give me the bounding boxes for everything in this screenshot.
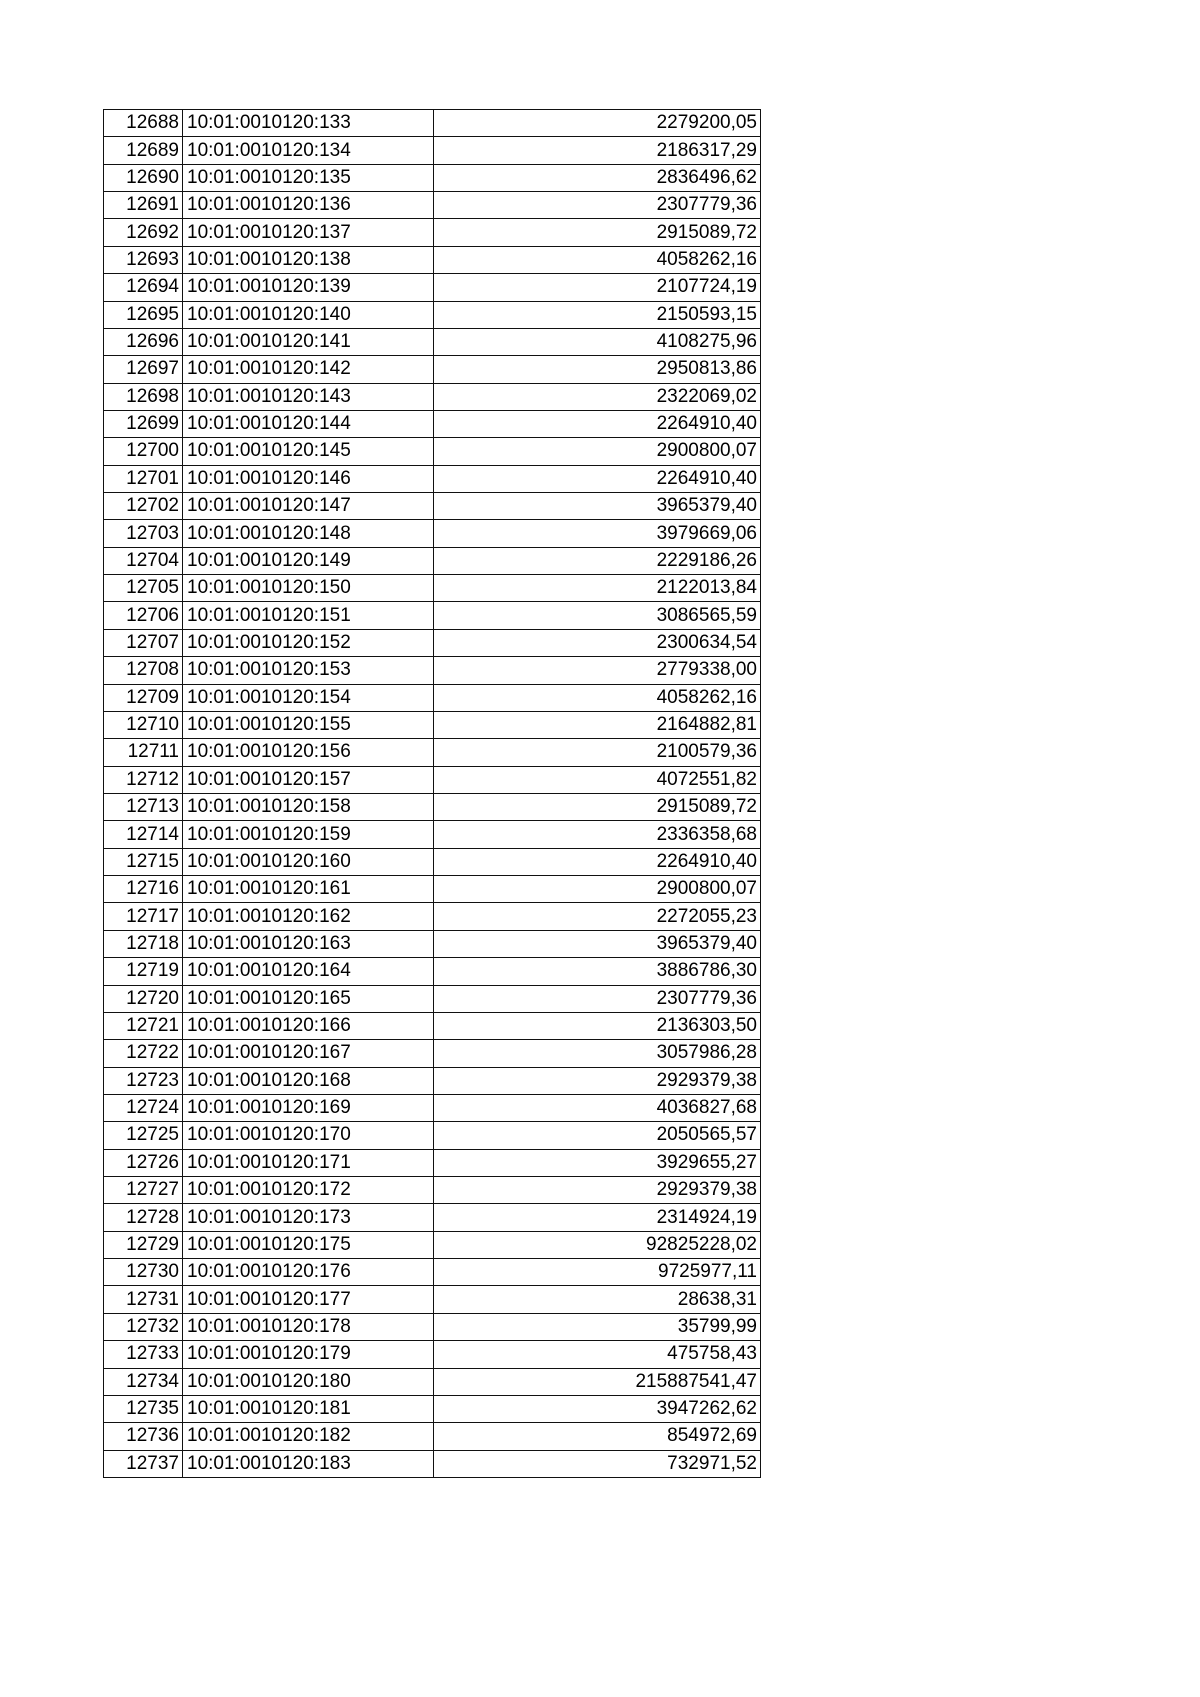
cadastral-number-cell: 10:01:0010120:151 — [183, 602, 434, 629]
cadastral-number-cell: 10:01:0010120:162 — [183, 903, 434, 930]
row-number-cell: 12720 — [104, 985, 183, 1012]
cadastral-number-cell: 10:01:0010120:134 — [183, 137, 434, 164]
table-row — [104, 1122, 761, 1149]
row-number-cell: 12737 — [104, 1450, 183, 1477]
cadastral-number-cell: 10:01:0010120:159 — [183, 821, 434, 848]
cadastral-value-cell: 2107724,19 — [434, 274, 761, 301]
cadastral-number-cell: 10:01:0010120:146 — [183, 465, 434, 492]
cadastral-value-cell: 2229186,26 — [434, 547, 761, 574]
table-row — [104, 219, 761, 246]
row-number-cell: 12703 — [104, 520, 183, 547]
cadastral-number-cell: 10:01:0010120:153 — [183, 657, 434, 684]
table-row — [104, 629, 761, 656]
cadastral-number-cell: 10:01:0010120:136 — [183, 192, 434, 219]
cadastral-value-cell: 2264910,40 — [434, 410, 761, 437]
row-number-cell: 12708 — [104, 657, 183, 684]
table-row — [104, 192, 761, 219]
row-number-cell: 12700 — [104, 438, 183, 465]
table-row — [104, 301, 761, 328]
table-row — [104, 1313, 761, 1340]
cadastral-value-cell: 2307779,36 — [434, 985, 761, 1012]
row-number-cell: 12691 — [104, 192, 183, 219]
table-row — [104, 903, 761, 930]
cadastral-number-cell: 10:01:0010120:145 — [183, 438, 434, 465]
row-number-cell: 12716 — [104, 876, 183, 903]
cadastral-number-cell: 10:01:0010120:180 — [183, 1368, 434, 1395]
cadastral-number-cell: 10:01:0010120:165 — [183, 985, 434, 1012]
table-row — [104, 1259, 761, 1286]
row-number-cell: 12696 — [104, 328, 183, 355]
cadastral-number-cell: 10:01:0010120:178 — [183, 1313, 434, 1340]
table-row — [104, 958, 761, 985]
row-number-cell: 12699 — [104, 410, 183, 437]
cadastral-number-cell: 10:01:0010120:171 — [183, 1149, 434, 1176]
cadastral-value-cell: 2929379,38 — [434, 1067, 761, 1094]
table-row — [104, 110, 761, 137]
cadastral-value-cell: 3086565,59 — [434, 602, 761, 629]
row-number-cell: 12695 — [104, 301, 183, 328]
cadastral-value-cell: 3929655,27 — [434, 1149, 761, 1176]
cadastral-number-cell: 10:01:0010120:144 — [183, 410, 434, 437]
row-number-cell: 12717 — [104, 903, 183, 930]
cadastral-value-cell: 2136303,50 — [434, 1012, 761, 1039]
cadastral-number-cell: 10:01:0010120:183 — [183, 1450, 434, 1477]
table-row — [104, 356, 761, 383]
cadastral-value-cell: 4036827,68 — [434, 1094, 761, 1121]
cadastral-value-cell: 2150593,15 — [434, 301, 761, 328]
cadastral-number-cell: 10:01:0010120:152 — [183, 629, 434, 656]
cadastral-value-cell: 2050565,57 — [434, 1122, 761, 1149]
cadastral-number-cell: 10:01:0010120:143 — [183, 383, 434, 410]
table-row — [104, 657, 761, 684]
table-row — [104, 876, 761, 903]
row-number-cell: 12731 — [104, 1286, 183, 1313]
cadastral-number-cell: 10:01:0010120:170 — [183, 1122, 434, 1149]
cadastral-number-cell: 10:01:0010120:166 — [183, 1012, 434, 1039]
cadastral-value-cell: 35799,99 — [434, 1313, 761, 1340]
row-number-cell: 12723 — [104, 1067, 183, 1094]
table-row — [104, 520, 761, 547]
cadastral-value-cell: 2164882,81 — [434, 711, 761, 738]
cadastral-value-cell: 2929379,38 — [434, 1177, 761, 1204]
cadastral-number-cell: 10:01:0010120:137 — [183, 219, 434, 246]
cadastral-number-cell: 10:01:0010120:177 — [183, 1286, 434, 1313]
cadastral-value-cell: 2915089,72 — [434, 793, 761, 820]
cadastral-number-cell: 10:01:0010120:167 — [183, 1040, 434, 1067]
table-row — [104, 1040, 761, 1067]
cadastral-value-cell: 28638,31 — [434, 1286, 761, 1313]
row-number-cell: 12702 — [104, 493, 183, 520]
row-number-cell: 12715 — [104, 848, 183, 875]
table-row — [104, 739, 761, 766]
row-number-cell: 12711 — [104, 739, 183, 766]
cadastral-value-cell: 92825228,02 — [434, 1231, 761, 1258]
table-row — [104, 848, 761, 875]
cadastral-value-cell: 2307779,36 — [434, 192, 761, 219]
cadastral-value-cell: 4108275,96 — [434, 328, 761, 355]
cadastral-value-cell: 2336358,68 — [434, 821, 761, 848]
row-number-cell: 12725 — [104, 1122, 183, 1149]
cadastral-value-cell: 2950813,86 — [434, 356, 761, 383]
cadastral-value-cell: 2279200,05 — [434, 110, 761, 137]
row-number-cell: 12704 — [104, 547, 183, 574]
table-row — [104, 1286, 761, 1313]
row-number-cell: 12733 — [104, 1341, 183, 1368]
cadastral-number-cell: 10:01:0010120:149 — [183, 547, 434, 574]
cadastral-value-cell: 2100579,36 — [434, 739, 761, 766]
cadastral-value-cell: 3979669,06 — [434, 520, 761, 547]
cadastral-value-cell: 2186317,29 — [434, 137, 761, 164]
cadastral-value-cell: 4058262,16 — [434, 246, 761, 273]
cadastral-value-cell: 2314924,19 — [434, 1204, 761, 1231]
table-row — [104, 493, 761, 520]
row-number-cell: 12688 — [104, 110, 183, 137]
row-number-cell: 12726 — [104, 1149, 183, 1176]
row-number-cell: 12730 — [104, 1259, 183, 1286]
cadastral-number-cell: 10:01:0010120:148 — [183, 520, 434, 547]
table-row — [104, 1450, 761, 1477]
table-body — [104, 110, 761, 1478]
cadastral-number-cell: 10:01:0010120:157 — [183, 766, 434, 793]
cadastral-value-table — [103, 109, 761, 1478]
table-row — [104, 602, 761, 629]
row-number-cell: 12709 — [104, 684, 183, 711]
cadastral-number-cell: 10:01:0010120:175 — [183, 1231, 434, 1258]
row-number-cell: 12732 — [104, 1313, 183, 1340]
table-row — [104, 793, 761, 820]
row-number-cell: 12713 — [104, 793, 183, 820]
row-number-cell: 12722 — [104, 1040, 183, 1067]
table-row — [104, 711, 761, 738]
cadastral-value-cell: 215887541,47 — [434, 1368, 761, 1395]
table-row — [104, 684, 761, 711]
table-row — [104, 1177, 761, 1204]
cadastral-value-cell: 2272055,23 — [434, 903, 761, 930]
cadastral-number-cell: 10:01:0010120:133 — [183, 110, 434, 137]
table-row — [104, 1149, 761, 1176]
cadastral-value-cell: 4072551,82 — [434, 766, 761, 793]
row-number-cell: 12712 — [104, 766, 183, 793]
cadastral-value-cell: 854972,69 — [434, 1423, 761, 1450]
cadastral-number-cell: 10:01:0010120:140 — [183, 301, 434, 328]
table-row — [104, 547, 761, 574]
table-row — [104, 1423, 761, 1450]
table-row — [104, 821, 761, 848]
cadastral-number-cell: 10:01:0010120:154 — [183, 684, 434, 711]
cadastral-number-cell: 10:01:0010120:169 — [183, 1094, 434, 1121]
cadastral-value-cell: 9725977,11 — [434, 1259, 761, 1286]
table-row — [104, 930, 761, 957]
table-row — [104, 246, 761, 273]
cadastral-number-cell: 10:01:0010120:163 — [183, 930, 434, 957]
cadastral-value-cell: 2779338,00 — [434, 657, 761, 684]
row-number-cell: 12707 — [104, 629, 183, 656]
table-row — [104, 465, 761, 492]
cadastral-value-cell: 475758,43 — [434, 1341, 761, 1368]
row-number-cell: 12705 — [104, 575, 183, 602]
table-row — [104, 274, 761, 301]
row-number-cell: 12689 — [104, 137, 183, 164]
cadastral-number-cell: 10:01:0010120:139 — [183, 274, 434, 301]
cadastral-value-cell: 3965379,40 — [434, 493, 761, 520]
row-number-cell: 12729 — [104, 1231, 183, 1258]
cadastral-value-cell: 2264910,40 — [434, 465, 761, 492]
cadastral-number-cell: 10:01:0010120:135 — [183, 164, 434, 191]
cadastral-value-cell: 2322069,02 — [434, 383, 761, 410]
cadastral-value-cell: 2900800,07 — [434, 876, 761, 903]
table-row — [104, 164, 761, 191]
cadastral-number-cell: 10:01:0010120:158 — [183, 793, 434, 820]
row-number-cell: 12736 — [104, 1423, 183, 1450]
table-row — [104, 1094, 761, 1121]
cadastral-number-cell: 10:01:0010120:176 — [183, 1259, 434, 1286]
cadastral-number-cell: 10:01:0010120:164 — [183, 958, 434, 985]
table-row — [104, 1067, 761, 1094]
cadastral-value-cell: 2900800,07 — [434, 438, 761, 465]
row-number-cell: 12719 — [104, 958, 183, 985]
cadastral-number-cell: 10:01:0010120:138 — [183, 246, 434, 273]
row-number-cell: 12718 — [104, 930, 183, 957]
table-row — [104, 438, 761, 465]
row-number-cell: 12727 — [104, 1177, 183, 1204]
cadastral-value-cell: 732971,52 — [434, 1450, 761, 1477]
cadastral-value-cell: 2264910,40 — [434, 848, 761, 875]
row-number-cell: 12706 — [104, 602, 183, 629]
table-row — [104, 1395, 761, 1422]
row-number-cell: 12735 — [104, 1395, 183, 1422]
cadastral-number-cell: 10:01:0010120:160 — [183, 848, 434, 875]
row-number-cell: 12721 — [104, 1012, 183, 1039]
row-number-cell: 12697 — [104, 356, 183, 383]
cadastral-number-cell: 10:01:0010120:156 — [183, 739, 434, 766]
table-row — [104, 1231, 761, 1258]
table-row — [104, 410, 761, 437]
cadastral-number-cell: 10:01:0010120:142 — [183, 356, 434, 383]
table-row — [104, 766, 761, 793]
cadastral-number-cell: 10:01:0010120:181 — [183, 1395, 434, 1422]
row-number-cell: 12698 — [104, 383, 183, 410]
cadastral-number-cell: 10:01:0010120:179 — [183, 1341, 434, 1368]
table-row — [104, 1341, 761, 1368]
cadastral-number-cell: 10:01:0010120:155 — [183, 711, 434, 738]
table-row — [104, 575, 761, 602]
cadastral-number-cell: 10:01:0010120:172 — [183, 1177, 434, 1204]
row-number-cell: 12692 — [104, 219, 183, 246]
cadastral-value-cell: 3886786,30 — [434, 958, 761, 985]
cadastral-number-cell: 10:01:0010120:141 — [183, 328, 434, 355]
table-row — [104, 137, 761, 164]
cadastral-number-cell: 10:01:0010120:173 — [183, 1204, 434, 1231]
row-number-cell: 12710 — [104, 711, 183, 738]
cadastral-number-cell: 10:01:0010120:161 — [183, 876, 434, 903]
cadastral-value-cell: 3057986,28 — [434, 1040, 761, 1067]
table-row — [104, 328, 761, 355]
row-number-cell: 12694 — [104, 274, 183, 301]
table-row — [104, 383, 761, 410]
cadastral-number-cell: 10:01:0010120:182 — [183, 1423, 434, 1450]
cadastral-number-cell: 10:01:0010120:168 — [183, 1067, 434, 1094]
cadastral-value-cell: 2300634,54 — [434, 629, 761, 656]
table-row — [104, 1012, 761, 1039]
table-row — [104, 985, 761, 1012]
cadastral-number-cell: 10:01:0010120:150 — [183, 575, 434, 602]
row-number-cell: 12714 — [104, 821, 183, 848]
row-number-cell: 12701 — [104, 465, 183, 492]
table-row — [104, 1204, 761, 1231]
cadastral-value-cell: 3965379,40 — [434, 930, 761, 957]
cadastral-value-cell: 4058262,16 — [434, 684, 761, 711]
cadastral-value-cell: 2836496,62 — [434, 164, 761, 191]
cadastral-value-cell: 3947262,62 — [434, 1395, 761, 1422]
row-number-cell: 12728 — [104, 1204, 183, 1231]
cadastral-value-cell: 2915089,72 — [434, 219, 761, 246]
row-number-cell: 12734 — [104, 1368, 183, 1395]
row-number-cell: 12724 — [104, 1094, 183, 1121]
row-number-cell: 12693 — [104, 246, 183, 273]
table-row — [104, 1368, 761, 1395]
row-number-cell: 12690 — [104, 164, 183, 191]
cadastral-number-cell: 10:01:0010120:147 — [183, 493, 434, 520]
cadastral-value-cell: 2122013,84 — [434, 575, 761, 602]
